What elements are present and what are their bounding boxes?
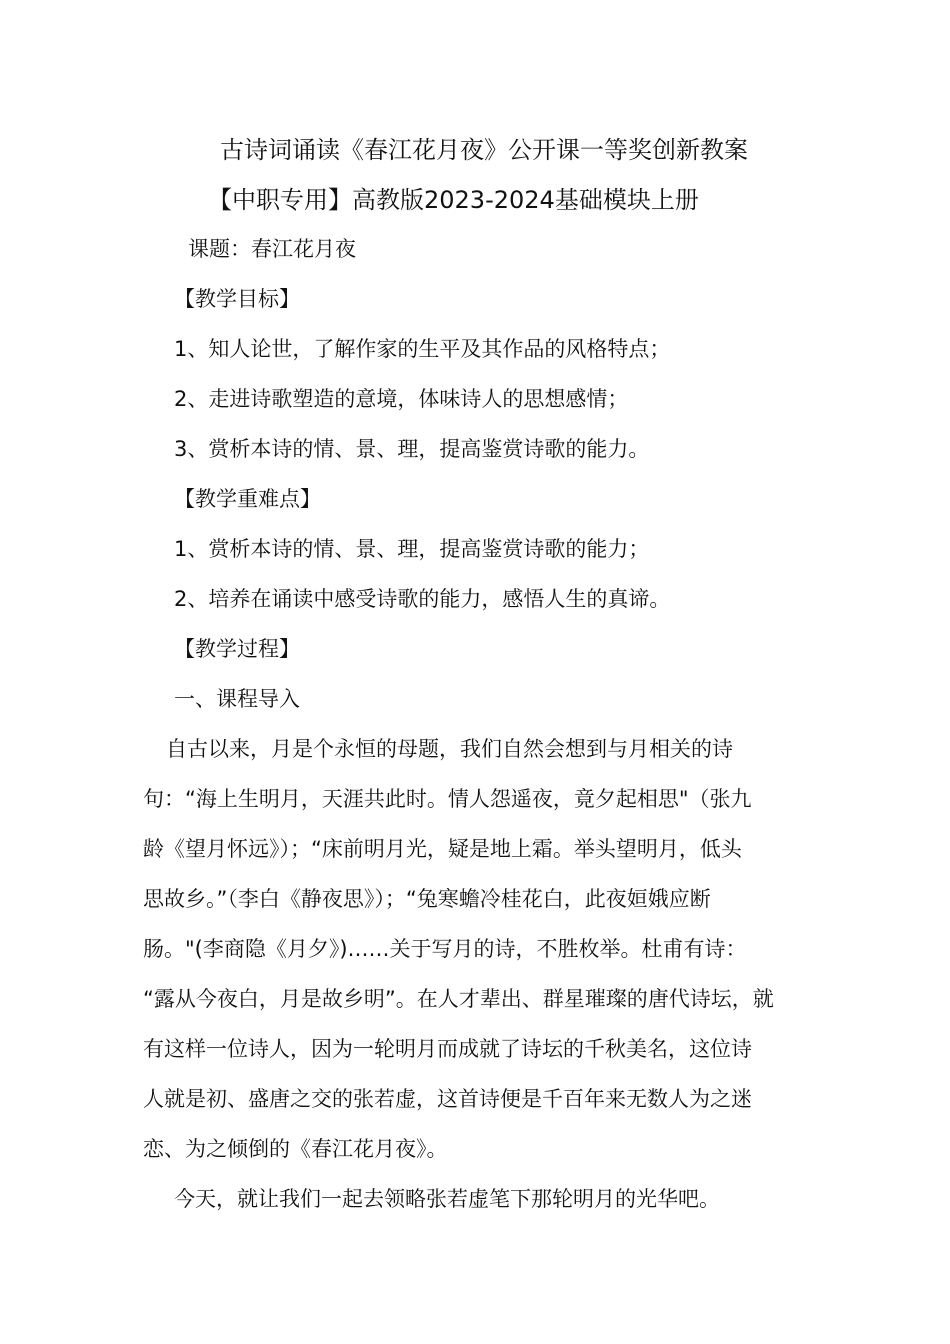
intro-paragraph-line: “露从今夜白，月是故乡明”。在人才辈出、群星璀璨的唐代诗坛，就 — [143, 987, 774, 1011]
goal-item: 1、知人论世，了解作家的生平及其作品的风格特点； — [174, 337, 671, 361]
goal-item: 2、走进诗歌塑造的意境，体味诗人的思想感情； — [174, 387, 629, 411]
closing-paragraph: 今天，就让我们一起去领略张若虚笔下那轮明月的光华吧。 — [174, 1187, 720, 1211]
key-points-heading: 【教学重难点】 — [174, 487, 321, 511]
process-heading: 【教学过程】 — [174, 637, 300, 661]
intro-paragraph-line: 句：“海上生明月，天涯共此时。情人怨遥夜，竟夕起相思"（张九 — [143, 787, 752, 811]
document-subtitle: 【中职专用】高教版2023-2024基础模块上册 — [208, 186, 699, 214]
intro-paragraph-line: 思故乡。”（李白《静夜思》）；“兔寒蟾冷桂花白，此夜姮娥应断 — [143, 887, 711, 911]
course-label: 课题：春江花月夜 — [188, 237, 356, 261]
goal-item: 3、赏析本诗的情、景、理，提高鉴赏诗歌的能力。 — [174, 437, 650, 461]
intro-paragraph-line: 恋、为之倾倒的《春江花月夜》。 — [143, 1137, 448, 1161]
key-point-item: 2、培养在诵读中感受诗歌的能力，感悟人生的真谛。 — [174, 587, 671, 611]
key-point-item: 1、赏析本诗的情、景、理，提高鉴赏诗歌的能力； — [174, 537, 650, 561]
document-title: 古诗词诵读《春江花月夜》公开课一等奖创新教案 — [220, 136, 748, 164]
intro-paragraph-line: 肠。"(李商隐《月夕》)……关于写月的诗，不胜枚举。杜甫有诗： — [143, 937, 747, 961]
intro-paragraph-line: 自古以来，月是个永恒的母题，我们自然会想到与月相关的诗 — [166, 737, 733, 761]
intro-paragraph-line: 人就是初、盛唐之交的张若虚，这首诗便是千百年来无数人为之迷 — [143, 1087, 752, 1111]
section-heading: 一、课程导入 — [174, 687, 300, 711]
goals-heading: 【教学目标】 — [174, 287, 300, 311]
intro-paragraph-line: 龄《望月怀远》）；“床前明月光，疑是地上霜。举头望明月，低头 — [143, 837, 742, 861]
intro-paragraph-line: 有这样一位诗人，因为一轮明月而成就了诗坛的千秋美名，这位诗 — [143, 1037, 752, 1061]
